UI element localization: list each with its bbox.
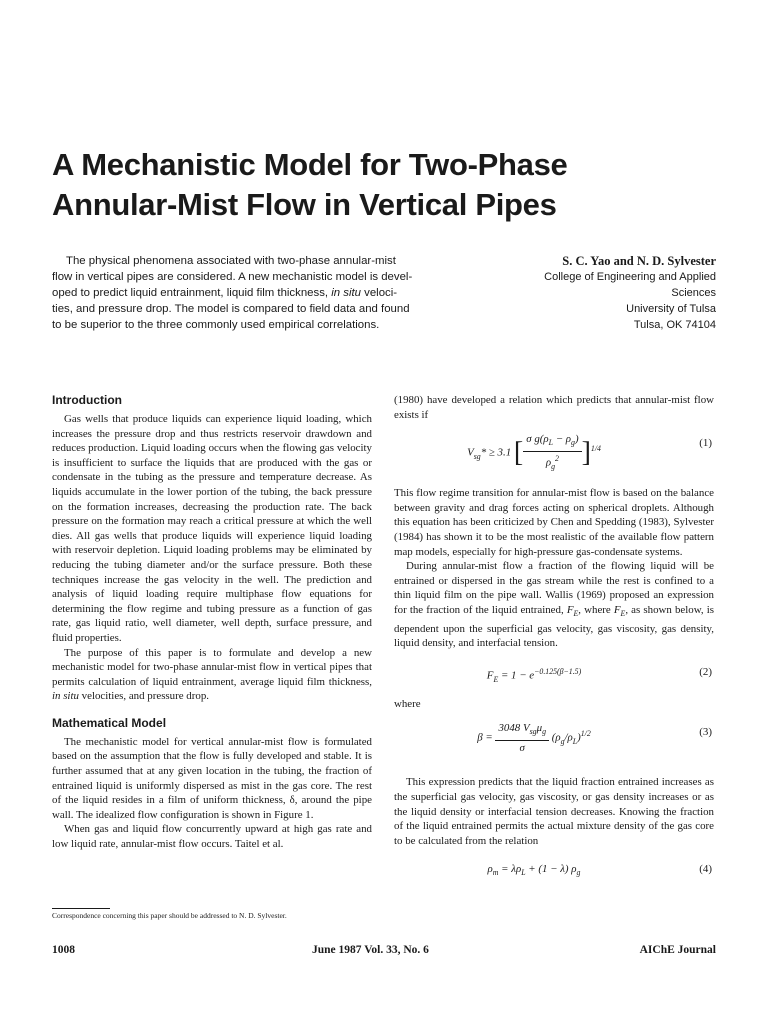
body-paragraph: This expression predicts that the liquid fraction entrained increases as the superficial gas velocity, gas viscosity, or gas density increases or as the liquid density or interfacial tension decreases. Knowing the fraction of the liquid entrained permits the actual mixture density of the gas core to be calculated from the relation xyxy=(394,776,714,847)
affiliation-line: University of Tulsa xyxy=(626,303,716,315)
equation-2 xyxy=(394,659,714,689)
abstract-line: ties, and pressure drop. The model is compared to field data and found xyxy=(52,303,410,315)
issue-info: June 1987 Vol. 33, No. 6 xyxy=(312,944,429,956)
body-paragraph: During annular-mist flow a fraction of the flowing liquid will be entrained or dispersed in the gas stream while the rest is confined to a thin liquid film on the pipe wall. Wallis (1969) proposed an expression for the fraction of the liquid entrained, $F_E$, where $F_E$, as shown below, is dependent upon the superficial gas velocity, gas viscosity, gas density, liquid density, and interfacial tension. xyxy=(394,560,714,650)
where-text: where xyxy=(394,697,421,710)
equation-3-expression: β = $\frac{3048 V_{sg}\mu_g}{\sigma}$ $(\rho_g/\rho_L)^{1/2}$ xyxy=(477,722,591,755)
equation-number: (2) xyxy=(699,665,712,678)
body-paragraph: When gas and liquid flow concurrently upward at high gas rate and low liquid rate, annular-mist flow occurs. Taitel et al. xyxy=(52,823,372,851)
equation-4-expression: $\rho_m = \lambda\rho_L + (1 - \lambda)$ $\rho_g$ xyxy=(487,863,581,878)
author-names: S. C. Yao and N. D. Sylvester xyxy=(562,254,716,268)
body-paragraph: Gas wells that produce liquids can experience liquid loading, which increases the pressure drop and thus restricts reservoir drawdown and reduces production. Liquid loading occurs when the flowing gas velocity is insufficient to surface the liquids that are produced with the gas or condensate in the tubing as the pressure and temperature decrease. As liquids accumulate in the lower portion of the tubing, the back pressure on the formation increases, decreasing the production rate. The back pressure on the formation may reach a critical pressure at which the well dies. All gas wells that produce liquids will experience liquid loading with reservoir depletion. Liquid loading problems may be eliminated by reducing the tubing diameter and/or the surface pressure. Both these techniques increase the gas velocity in the well. The prediction and analysis of liquid loading require multiphase flow equations for determining the flow regime and tubing pressure as a function of gas rate, gas liquid ratio, well diameter, well depth, surface pressure, and fluid properties. xyxy=(52,413,372,644)
journal-name: AIChE Journal xyxy=(639,944,716,956)
right-column xyxy=(394,393,714,894)
footnote-rule xyxy=(52,908,110,909)
body-paragraph: The purpose of this paper is to formulate and develop a new mechanistic model for two-phase annular-mist flow in vertical pipes that permits calculation of liquid entrainment, average liquid film thickness, in situ velocities, and pressure drop. xyxy=(52,646,372,703)
author-block xyxy=(486,253,716,333)
footnote: Correspondence concerning this paper should be addressed to N. D. Sylvester. xyxy=(52,911,287,920)
equation-1 xyxy=(394,430,714,478)
affiliation-line: College of Engineering and Applied xyxy=(544,271,716,283)
abstract xyxy=(52,253,482,333)
section-heading-model: Mathematical Model xyxy=(52,715,167,730)
equation-number: (3) xyxy=(699,726,712,739)
title-line-1: A Mechanistic Model for Two-Phase xyxy=(52,147,568,182)
section-heading-introduction: Introduction xyxy=(52,393,122,407)
affiliation-line: Sciences xyxy=(671,287,716,299)
paper-title xyxy=(52,145,692,225)
abstract-line: oped to predict liquid entrainment, liquid film thickness, in situ veloci- xyxy=(52,287,398,299)
equation-number: (4) xyxy=(699,863,712,876)
abstract-line: The physical phenomena associated with two-phase annular-mist xyxy=(66,255,396,267)
title-line-2: Annular-Mist Flow in Vertical Pipes xyxy=(52,187,557,222)
equation-4 xyxy=(394,856,714,886)
page-number: 1008 xyxy=(52,944,75,956)
left-column xyxy=(52,393,372,852)
equation-1-expression: $V_{sg}* \ge 3.1$ [ $\frac{\sigma g(\rho_L - \rho_g)}{\rho_g^2}$ ]$^{1/4}$ xyxy=(467,433,601,471)
equation-2-expression: $F_E = 1 - e^{-0.125(\beta-1.5)}$ xyxy=(486,666,582,684)
body-paragraph: The mechanistic model for vertical annular-mist flow is formulated based on the assumption that the flow is fully developed and stable. It is further assumed that at any given location in the tubing, the fraction of entrained liquid is uniformly dispersed as mist in the gas core. The rest of the liquid resides in a film of uniform thickness, δ, around the pipe wall. The idealized flow configuration is shown in Figure 1. xyxy=(52,735,372,821)
equation-number: (1) xyxy=(699,437,712,450)
body-paragraph: This flow regime transition for annular-mist flow is based on the balance between gravity and drag forces acting on spherical droplets. Although this equation has been criticized by Chen and Spedding (1983), Sylvester (1984) has shown it to be the most realistic of the available flow pattern map models, especially for high-pressure gas-condensate systems. xyxy=(394,487,714,558)
abstract-line: flow in vertical pipes are considered. A new mechanistic model is devel- xyxy=(52,271,413,283)
body-paragraph: (1980) have developed a relation which predicts that annular-mist flow exists if xyxy=(394,394,714,421)
equation-3 xyxy=(394,719,714,767)
abstract-line: to be superior to the three commonly used empirical correlations. xyxy=(52,319,380,331)
affiliation-line: Tulsa, OK 74104 xyxy=(633,319,716,331)
